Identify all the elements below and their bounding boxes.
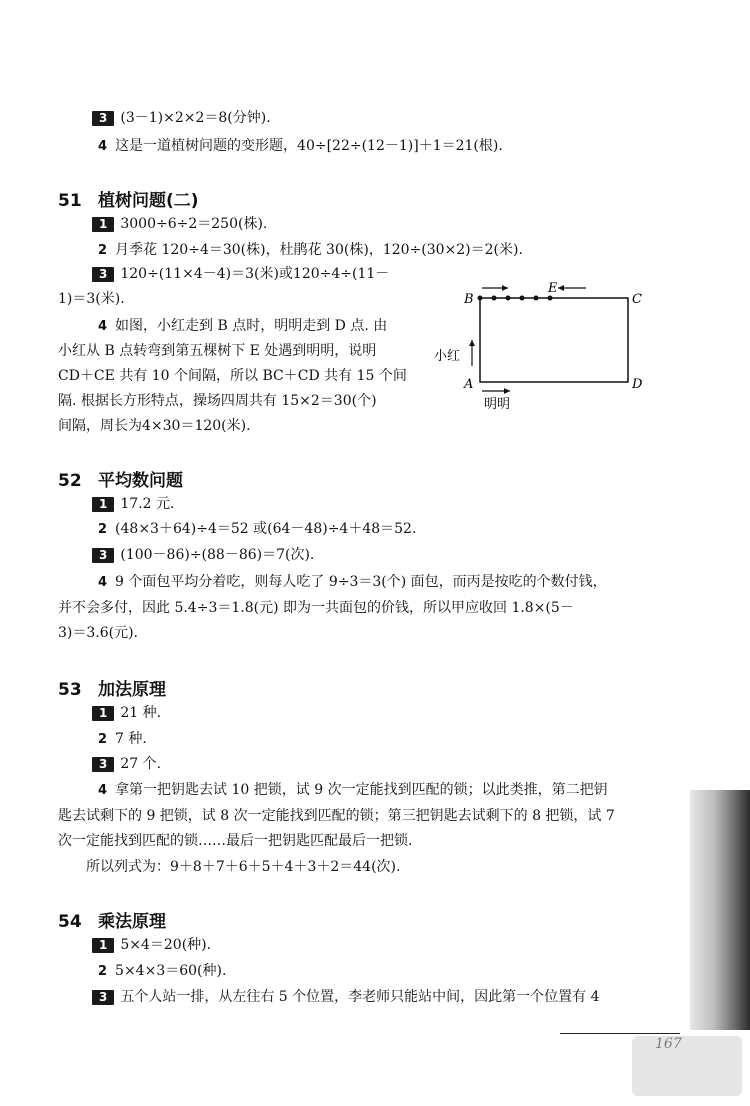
section-heading (58, 186, 199, 211)
section-title: 平均数问题 (98, 471, 183, 491)
text-line: 1)＝3(米). (58, 291, 125, 307)
item-number-box: 3 (92, 111, 114, 126)
section-number: 51 (58, 191, 82, 211)
section-title: 植树问题(二) (98, 191, 199, 211)
item-51-4 (98, 316, 387, 337)
section-heading (58, 466, 183, 491)
item-number-box: 1 (92, 938, 114, 953)
item-51-3 (92, 264, 389, 284)
item-number: 2 (98, 522, 108, 537)
page-edge-shadow (690, 790, 750, 1030)
item-54-2 (98, 961, 226, 982)
item-text: (100－86)÷(88－86)＝7(次). (120, 547, 315, 563)
text-line: 隔. 根据长方形特点，操场四周共有 15×2＝30(个) (58, 393, 377, 409)
item-number: 4 (98, 783, 108, 798)
text-line: 3)＝3.6(元). (58, 625, 139, 641)
item-50-4 (98, 136, 503, 157)
item-number-box: 1 (92, 217, 114, 232)
section-title: 加法原理 (98, 680, 166, 700)
item-number-box: 3 (92, 548, 114, 563)
section-number: 53 (58, 680, 82, 700)
item-53-3 (92, 754, 161, 774)
item-number-box: 3 (92, 990, 114, 1005)
label-E: E (548, 281, 558, 296)
watermark (632, 1036, 742, 1096)
label-C: C (632, 292, 642, 307)
item-number-box: 1 (92, 497, 114, 512)
item-text: 9 个面包平均分着吃，则每人吃了 9÷3＝3(个) 面包，而丙是按吃的个数付钱， (115, 574, 607, 590)
section-number: 52 (58, 471, 82, 491)
label-A: A (464, 377, 474, 392)
item-51-2 (98, 240, 523, 261)
text-line: 小红从 B 点转弯到第五棵树下 E 处遇到明明，说明 (58, 343, 377, 359)
field-diagram (430, 278, 660, 418)
item-52-2 (98, 519, 416, 540)
item-number: 2 (98, 243, 108, 258)
item-number: 4 (98, 575, 108, 590)
item-text: 5×4×3＝60(种). (115, 963, 227, 979)
section-number: 54 (58, 912, 82, 932)
item-number-box: 3 (92, 267, 114, 282)
item-text: 17.2 元. (120, 496, 175, 512)
item-51-1 (92, 214, 267, 234)
item-text: 120÷(11×4－4)＝3(米)或120÷4÷(11－ (120, 266, 390, 282)
section-title: 乘法原理 (98, 912, 166, 932)
item-text: 这是一道植树问题的变形题，40÷[22÷(12－1)]＋1＝21(根). (115, 138, 503, 154)
item-52-4 (98, 572, 607, 593)
item-number: 2 (98, 732, 108, 747)
item-text: 3000÷6÷2＝250(株). (120, 216, 268, 232)
section-heading (58, 907, 166, 932)
item-number-box: 1 (92, 706, 114, 721)
item-text: (3－1)×2×2＝8(分钟). (120, 110, 271, 126)
item-53-1 (92, 703, 161, 723)
text-line: CD＋CE 共有 10 个间隔，所以 BC＋CD 共有 15 个间 (58, 368, 407, 384)
item-text: 如图，小红走到 B 点时，明明走到 D 点. 由 (115, 318, 388, 334)
item-54-3 (92, 987, 600, 1007)
item-number: 2 (98, 964, 108, 979)
item-54-1 (92, 935, 211, 955)
item-number: 4 (98, 139, 108, 154)
item-50-3 (92, 108, 271, 128)
text-line: 次一定能找到匹配的锁……最后一把钥匙匹配最后一把锁. (58, 833, 413, 849)
section-heading (58, 675, 166, 700)
item-text: 拿第一把钥匙去试 10 把锁，试 9 次一定能找到匹配的锁；以此类推，第二把钥 (115, 782, 608, 798)
item-text: (48×3＋64)÷4＝52 或(64－48)÷4＋48＝52. (115, 521, 417, 537)
label-xiaohong: 小红 (434, 349, 461, 364)
label-D: D (632, 377, 643, 392)
item-number-box: 3 (92, 757, 114, 772)
item-number: 4 (98, 319, 108, 334)
item-53-2 (98, 729, 147, 750)
label-mingming: 明明 (484, 397, 511, 412)
item-text: 月季花 120÷4＝30(株)，杜鹃花 30(株)，120÷(30×2)＝2(米). (115, 242, 523, 258)
item-52-3 (92, 545, 314, 565)
item-53-4 (98, 780, 608, 801)
field-rectangle (480, 298, 628, 382)
footer-rule (560, 1033, 680, 1034)
item-text: 五个人站一排，从左往右 5 个位置，李老师只能站中间，因此第一个位置有 4 (120, 989, 600, 1005)
item-text: 27 个. (120, 756, 162, 772)
item-52-1 (92, 494, 174, 514)
text-line: 间隔，周长为4×30＝120(米). (58, 418, 251, 434)
item-text: 5×4＝20(种). (120, 937, 212, 953)
item-text: 21 种. (120, 705, 162, 721)
text-line: 所以列式为：9＋8＋7＋6＋5＋4＋3＋2＝44(次). (86, 859, 401, 875)
text-line: 并不会多付，因此 5.4÷3＝1.8(元) 即为一共面包的价钱，所以甲应收回 1.8×(5－ (58, 600, 574, 616)
item-text: 7 种. (115, 731, 147, 747)
text-line: 匙去试剩下的 9 把锁，试 8 次一定能找到匹配的锁；第三把钥匙去试剩下的 8 把锁，试 7 (58, 808, 615, 824)
label-B: B (464, 292, 474, 307)
